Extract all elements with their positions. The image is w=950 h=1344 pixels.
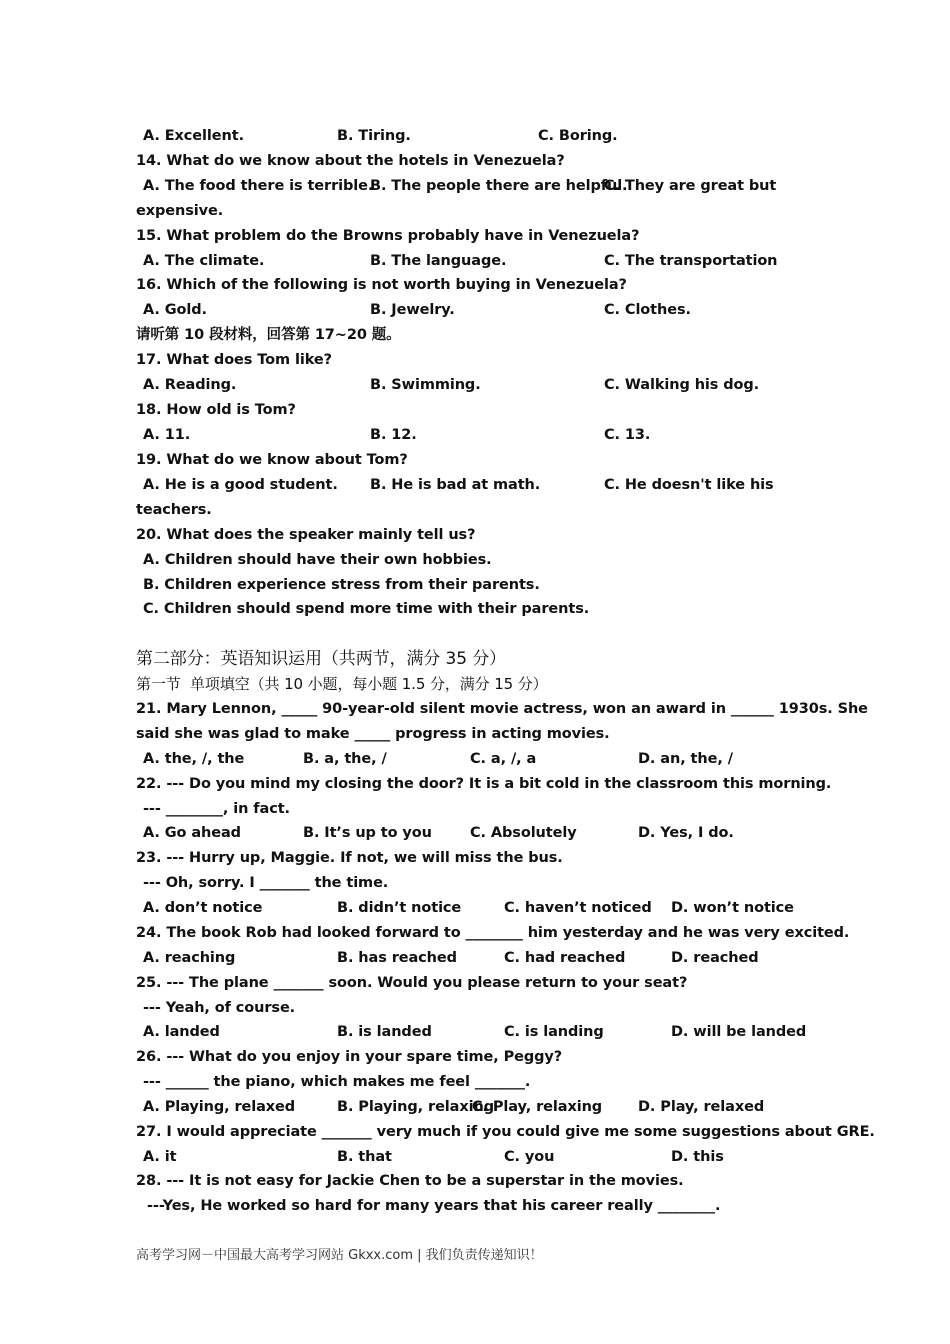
q15-option-c: C. The transportation xyxy=(604,253,778,269)
q28-line1: 28. --- It is not easy for Jackie Chen to be a superstar in the movies. xyxy=(136,1173,684,1189)
q22-option-c: C. Absolutely xyxy=(470,825,577,841)
q25-option-c: C. is landing xyxy=(504,1024,604,1040)
q22-line1: 22. --- Do you mind my closing the door? It is a bit cold in the classroom this morning. xyxy=(136,776,832,792)
q25-option-a: A. landed xyxy=(143,1024,220,1040)
q27-option-b: B. that xyxy=(337,1149,392,1165)
q24-option-d: D. reached xyxy=(671,950,759,966)
q27-option-a: A. it xyxy=(143,1149,177,1165)
q25-line1: 25. --- The plane _______ soon. Would you please return to your seat? xyxy=(136,975,688,991)
q28-line2: ---Yes, He worked so hard for many years that his career really ________. xyxy=(147,1198,721,1214)
q26-option-b: B. Playing, relaxing xyxy=(337,1099,494,1115)
q14-option-a: A. The food there is terrible. xyxy=(143,178,374,194)
q15-question: 15. What problem do the Browns probably have in Venezuela? xyxy=(136,228,640,244)
q19-question: 19. What do we know about Tom? xyxy=(136,452,408,468)
q21-option-a: A. the, /, the xyxy=(143,751,245,767)
q26-line2: --- ______ the piano, which makes me feel _______. xyxy=(143,1074,531,1090)
q18-option-b: B. 12. xyxy=(370,427,417,443)
q16-question: 16. Which of the following is not worth buying in Venezuela? xyxy=(136,277,627,293)
q27-option-c: C. you xyxy=(504,1149,555,1165)
q25-line2: --- Yeah, of course. xyxy=(143,1000,296,1016)
section1-title: 第一节 单项填空（共 10 小题，每小题 1.5 分，满分 15 分） xyxy=(136,675,548,693)
q15-option-a: A. The climate. xyxy=(143,253,265,269)
q27-line1: 27. I would appreciate _______ very much if you could give me some suggestions about GRE. xyxy=(136,1124,875,1140)
q14-question: 14. What do we know about the hotels in Venezuela? xyxy=(136,153,565,169)
q13-option-a: A. Excellent. xyxy=(143,128,244,144)
q21-line2: said she was glad to make _____ progress in acting movies. xyxy=(136,726,610,742)
q25-option-d: D. will be landed xyxy=(671,1024,807,1040)
q19-option-a: A. He is a good student. xyxy=(143,477,338,493)
q19-option-c: C. He doesn't like his xyxy=(604,477,774,493)
q24-option-a: A. reaching xyxy=(143,950,236,966)
q16-option-b: B. Jewelry. xyxy=(370,302,455,318)
q14-option-c-continuation: expensive. xyxy=(136,203,224,219)
q17-option-a: A. Reading. xyxy=(143,377,237,393)
q26-option-c: C. Play, relaxing xyxy=(472,1099,603,1115)
q17-option-c: C. Walking his dog. xyxy=(604,377,760,393)
q22-option-b: B. It’s up to you xyxy=(303,825,432,841)
q22-option-d: D. Yes, I do. xyxy=(638,825,734,841)
q23-option-b: B. didn’t notice xyxy=(337,900,462,916)
q13-option-b: B. Tiring. xyxy=(337,128,411,144)
q23-option-a: A. don’t notice xyxy=(143,900,263,916)
q22-line2: --- ________, in fact. xyxy=(143,801,290,817)
q19-option-c-continuation: teachers. xyxy=(136,502,212,518)
q26-line1: 26. --- What do you enjoy in your spare time, Peggy? xyxy=(136,1049,563,1065)
q14-option-c: C. They are great but xyxy=(604,178,777,194)
q21-option-c: C. a, /, a xyxy=(470,751,537,767)
q21-option-b: B. a, the, / xyxy=(303,751,387,767)
q23-line2: --- Oh, sorry. I _______ the time. xyxy=(143,875,389,891)
q16-option-c: C. Clothes. xyxy=(604,302,691,318)
q21-option-d: D. an, the, / xyxy=(638,751,733,767)
q17-option-b: B. Swimming. xyxy=(370,377,481,393)
q17-question: 17. What does Tom like? xyxy=(136,352,332,368)
q24-option-c: C. had reached xyxy=(504,950,626,966)
q26-option-a: A. Playing, relaxed xyxy=(143,1099,296,1115)
q23-option-c: C. haven’t noticed xyxy=(504,900,652,916)
q27-option-d: D. this xyxy=(671,1149,724,1165)
q26-option-d: D. Play, relaxed xyxy=(638,1099,765,1115)
q20-option-a: A. Children should have their own hobbies. xyxy=(143,552,492,568)
q23-option-d: D. won’t notice xyxy=(671,900,794,916)
q20-option-c: C. Children should spend more time with their parents. xyxy=(143,601,590,617)
q19-option-b: B. He is bad at math. xyxy=(370,477,541,493)
q16-option-a: A. Gold. xyxy=(143,302,207,318)
q20-option-b: B. Children experience stress from their parents. xyxy=(143,577,540,593)
q24-line1: 24. The book Rob had looked forward to ________ him yesterday and he was very excited. xyxy=(136,925,850,941)
part2-title: 第二部分：英语知识运用（共两节，满分 35 分） xyxy=(136,649,507,669)
q21-line1: 21. Mary Lennon, _____ 90-year-old silent movie actress, won an award in ______ 1930s. She xyxy=(136,701,868,717)
listening-instruction: 请听第 10 段材料，回答第 17~20 题。 xyxy=(136,327,401,343)
q25-option-b: B. is landed xyxy=(337,1024,432,1040)
q13-option-c: C. Boring. xyxy=(538,128,618,144)
q20-question: 20. What does the speaker mainly tell us? xyxy=(136,527,476,543)
q18-option-c: C. 13. xyxy=(604,427,651,443)
q18-option-a: A. 11. xyxy=(143,427,191,443)
q18-question: 18. How old is Tom? xyxy=(136,402,296,418)
q24-option-b: B. has reached xyxy=(337,950,457,966)
q22-option-a: A. Go ahead xyxy=(143,825,241,841)
page-footer: 高考学习网－中国最大高考学习网站 Gkxx.com | 我们负责传递知识！ xyxy=(136,1248,543,1263)
q14-option-b: B. The people there are helpful. xyxy=(370,178,628,194)
q15-option-b: B. The language. xyxy=(370,253,507,269)
q23-line1: 23. --- Hurry up, Maggie. If not, we will miss the bus. xyxy=(136,850,563,866)
